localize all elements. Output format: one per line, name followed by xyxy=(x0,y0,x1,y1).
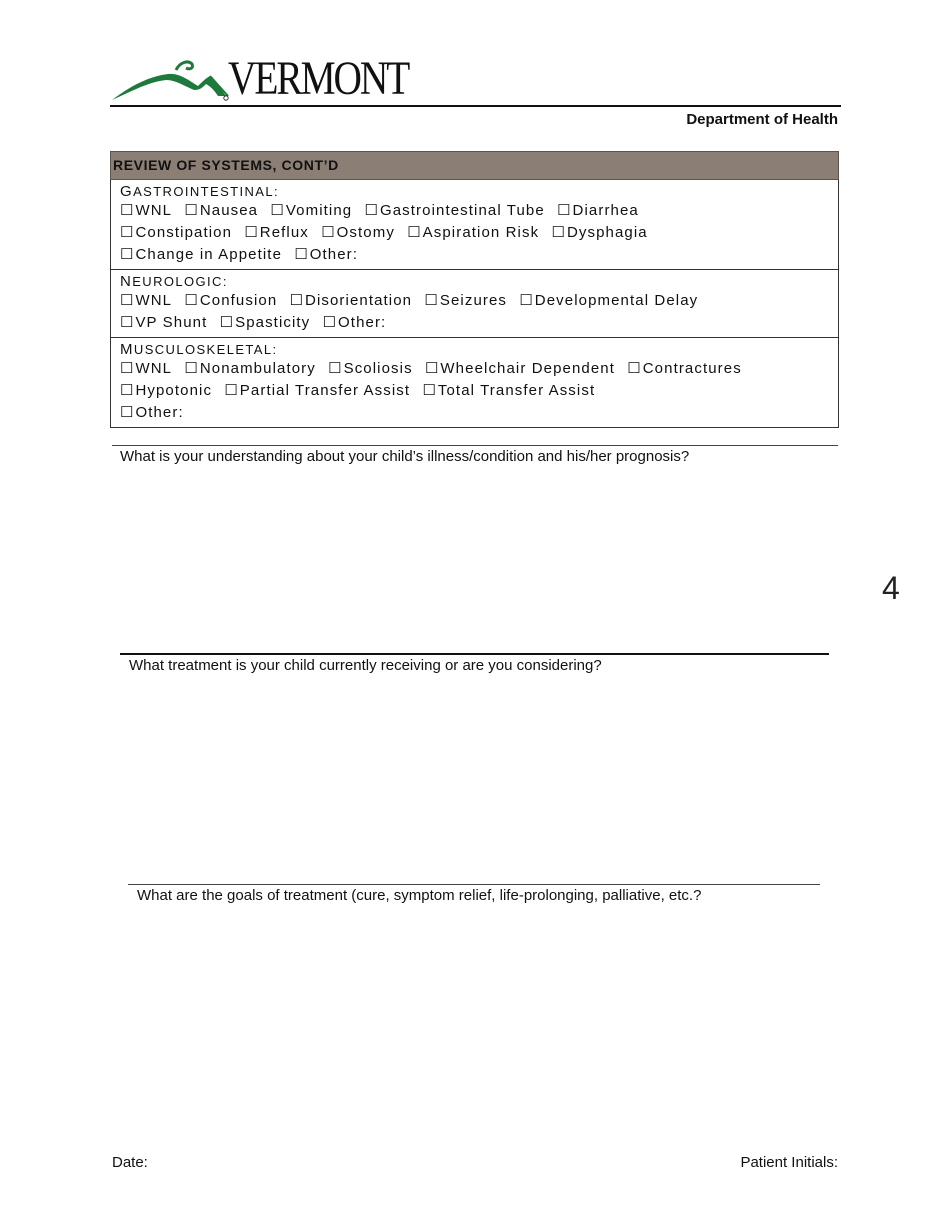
review-of-systems-header: REVIEW OF SYSTEMS, CONT’D xyxy=(110,151,839,180)
question-3-rule xyxy=(128,884,820,885)
date-label: Date: xyxy=(112,1154,148,1171)
checkbox-gi-other[interactable]: ☐ Other: xyxy=(294,246,359,263)
checkbox-msk-wheelchair-dependent[interactable]: ☐ Wheelchair Dependent xyxy=(424,360,616,377)
question-2-rule xyxy=(120,653,829,655)
checkbox-gi-reflux[interactable]: ☐ Reflux xyxy=(244,224,309,241)
gastrointestinal-section xyxy=(110,180,839,270)
checkbox-gi-wnl[interactable]: ☐ WNL xyxy=(120,202,173,219)
patient-initials-label: Patient Initials: xyxy=(740,1154,838,1171)
checkbox-neuro-seizures[interactable]: ☐ Seizures xyxy=(424,292,508,309)
checkbox-msk-partial-transfer[interactable]: ☐ Partial Transfer Assist xyxy=(224,382,411,399)
neurologic-section xyxy=(110,270,839,338)
musculoskeletal-section xyxy=(110,338,839,428)
checkbox-gi-vomiting[interactable]: ☐ Vomiting xyxy=(270,202,353,219)
checkbox-gi-constipation[interactable]: ☐ Constipation xyxy=(120,224,233,241)
checkbox-gi-diarrhea[interactable]: ☐ Diarrhea xyxy=(557,202,639,219)
vermont-logo-text: VERMONT xyxy=(228,52,409,105)
checkbox-msk-hypotonic[interactable]: ☐ Hypotonic xyxy=(120,382,213,399)
question-1-rule xyxy=(112,445,838,446)
question-treatment-goals: What are the goals of treatment (cure, symptom relief, life-prolonging, palliative, etc.? xyxy=(137,887,702,904)
checkbox-msk-scoliosis[interactable]: ☐ Scoliosis xyxy=(328,360,413,377)
checkbox-neuro-wnl[interactable]: ☐ WNL xyxy=(120,292,173,309)
checkbox-neuro-confusion[interactable]: ☐ Confusion xyxy=(184,292,278,309)
neurologic-title: NEUROLOGIC: xyxy=(120,273,228,290)
checkbox-neuro-spasticity[interactable]: ☐ Spasticity xyxy=(219,314,311,331)
checkbox-gi-dysphagia[interactable]: ☐ Dysphagia xyxy=(551,224,648,241)
page-number: 4 xyxy=(882,570,900,606)
musculoskeletal-title: MUSCULOSKELETAL: xyxy=(120,341,278,358)
checkbox-msk-contractures[interactable]: ☐ Contractures xyxy=(627,360,742,377)
checkbox-gi-change-appetite[interactable]: ☐ Change in Appetite xyxy=(120,246,283,263)
checkbox-gi-ostomy[interactable]: ☐ Ostomy xyxy=(321,224,395,241)
gastrointestinal-title: GASTROINTESTINAL: xyxy=(120,183,279,200)
question-current-treatment: What treatment is your child currently receiving or are you considering? xyxy=(129,657,602,674)
checkbox-gi-nausea[interactable]: ☐ Nausea xyxy=(184,202,259,219)
checkbox-neuro-other[interactable]: ☐ Other: xyxy=(322,314,387,331)
checkbox-gi-tube[interactable]: ☐ Gastrointestinal Tube xyxy=(364,202,545,219)
review-of-systems-table xyxy=(110,151,839,428)
checkbox-neuro-vp-shunt[interactable]: ☐ VP Shunt xyxy=(120,314,208,331)
checkbox-msk-total-transfer[interactable]: ☐ Total Transfer Assist xyxy=(422,382,596,399)
checkbox-gi-aspiration-risk[interactable]: ☐ Aspiration Risk xyxy=(407,224,540,241)
checkbox-msk-other[interactable]: ☐ Other: xyxy=(120,404,184,421)
checkbox-neuro-developmental-delay[interactable]: ☐ Developmental Delay xyxy=(519,292,699,309)
question-illness-understanding: What is your understanding about your child’s illness/condition and his/her prognosis? xyxy=(120,448,690,465)
checkbox-neuro-disorientation[interactable]: ☐ Disorientation xyxy=(289,292,413,309)
department-label: Department of Health xyxy=(686,111,838,128)
header-rule xyxy=(110,105,841,107)
checkbox-msk-nonambulatory[interactable]: ☐ Nonambulatory xyxy=(184,360,316,377)
checkbox-msk-wnl[interactable]: ☐ WNL xyxy=(120,360,173,377)
